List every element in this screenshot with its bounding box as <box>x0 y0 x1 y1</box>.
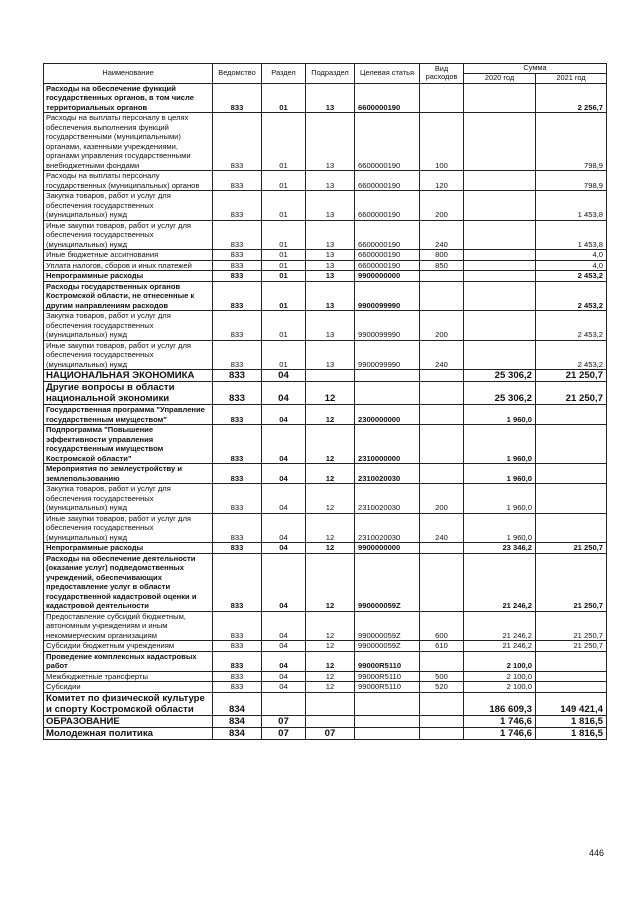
cell-type: 200 <box>420 191 464 221</box>
cell-y2020 <box>464 260 536 271</box>
cell-name: Межбюджетные трансферты <box>44 671 213 682</box>
cell-dept: 833 <box>213 513 262 543</box>
cell-name: Подпрограмма "Повышение эффективности управления государственным имуществом Костромской области" <box>44 425 213 464</box>
cell-section: 01 <box>262 281 306 311</box>
cell-target: 2310020030 <box>355 484 420 514</box>
cell-section: 04 <box>262 425 306 464</box>
cell-target: 990000059Z <box>355 641 420 652</box>
cell-name: Иные бюджетные ассигнования <box>44 250 213 261</box>
table-row <box>44 382 607 405</box>
cell-target: 6600000190 <box>355 171 420 191</box>
page-number: 446 <box>589 848 605 858</box>
cell-section: 04 <box>262 370 306 382</box>
cell-target: 9900099990 <box>355 281 420 311</box>
budget-table-container <box>43 63 606 740</box>
cell-name: Расходы на выплаты персоналу государственных (муниципальных) органов <box>44 171 213 191</box>
cell-name: Иные закупки товаров, работ и услуг для обеспечения государственных (муниципальных) нужд <box>44 220 213 250</box>
cell-section: 01 <box>262 83 306 113</box>
cell-subsection: 12 <box>306 425 355 464</box>
cell-name: Расходы на выплаты персоналу в целях обеспечения выполнения функций государственными (муниципальными) органами, казенными учреждениями, органами управления государственными внебюджетными фондами <box>44 113 213 171</box>
cell-target: 6600000190 <box>355 260 420 271</box>
cell-dept: 833 <box>213 260 262 271</box>
cell-dept: 833 <box>213 553 262 611</box>
cell-subsection: 13 <box>306 260 355 271</box>
cell-section: 01 <box>262 311 306 341</box>
cell-subsection: 12 <box>306 464 355 484</box>
cell-name: Закупка товаров, работ и услуг для обеспечения государственных (муниципальных) нужд <box>44 311 213 341</box>
cell-y2020: 1 960,0 <box>464 484 536 514</box>
cell-dept: 833 <box>213 484 262 514</box>
cell-type <box>420 83 464 113</box>
cell-name: Молодежная политика <box>44 727 213 739</box>
cell-type <box>420 715 464 727</box>
cell-y2020: 1 746,6 <box>464 727 536 739</box>
cell-name: Закупка товаров, работ и услуг для обеспечения государственных (муниципальных) нужд <box>44 191 213 221</box>
cell-section: 04 <box>262 651 306 671</box>
cell-dept: 833 <box>213 671 262 682</box>
cell-dept: 833 <box>213 191 262 221</box>
cell-type: 610 <box>420 641 464 652</box>
table-row <box>44 671 607 682</box>
cell-y2021: 4,0 <box>536 260 607 271</box>
table-row <box>44 715 607 727</box>
cell-y2021: 21 250,7 <box>536 641 607 652</box>
table-row <box>44 250 607 261</box>
cell-y2020: 2 100,0 <box>464 682 536 693</box>
cell-section: 04 <box>262 405 306 425</box>
cell-target <box>355 382 420 405</box>
cell-section: 07 <box>262 715 306 727</box>
cell-subsection: 13 <box>306 281 355 311</box>
cell-type <box>420 464 464 484</box>
cell-name: Расходы на обеспечение функций государственных органов, в том числе территориальных органов <box>44 83 213 113</box>
cell-y2020 <box>464 191 536 221</box>
cell-section: 01 <box>262 171 306 191</box>
cell-y2020 <box>464 220 536 250</box>
cell-y2020: 1 960,0 <box>464 425 536 464</box>
cell-section: 04 <box>262 464 306 484</box>
table-row <box>44 727 607 739</box>
cell-dept: 833 <box>213 171 262 191</box>
cell-name: Предоставление субсидий бюджетным, автономным учреждениям и иным некоммерческим организациям <box>44 611 213 641</box>
header-section: Раздел <box>262 64 306 84</box>
table-row <box>44 543 607 554</box>
cell-target: 6600000190 <box>355 250 420 261</box>
cell-y2020 <box>464 83 536 113</box>
cell-subsection: 12 <box>306 513 355 543</box>
cell-target: 990000059Z <box>355 553 420 611</box>
header-year-2020: 2020 год <box>464 74 536 84</box>
cell-y2020 <box>464 281 536 311</box>
cell-name: Иные закупки товаров, работ и услуг для обеспечения государственных (муниципальных) нужд <box>44 513 213 543</box>
cell-subsection <box>306 692 355 715</box>
cell-type: 240 <box>420 220 464 250</box>
cell-y2020: 2 100,0 <box>464 671 536 682</box>
cell-target: 6600000190 <box>355 220 420 250</box>
cell-y2021 <box>536 651 607 671</box>
cell-y2021: 149 421,4 <box>536 692 607 715</box>
table-row <box>44 340 607 370</box>
cell-target: 2300000000 <box>355 405 420 425</box>
cell-dept: 833 <box>213 83 262 113</box>
cell-name: НАЦИОНАЛЬНАЯ ЭКОНОМИКА <box>44 370 213 382</box>
cell-dept: 833 <box>213 425 262 464</box>
cell-subsection: 13 <box>306 271 355 282</box>
cell-y2020: 25 306,2 <box>464 382 536 405</box>
table-row <box>44 281 607 311</box>
cell-type: 100 <box>420 113 464 171</box>
cell-dept: 833 <box>213 611 262 641</box>
cell-name: ОБРАЗОВАНИЕ <box>44 715 213 727</box>
cell-y2020: 1 960,0 <box>464 513 536 543</box>
table-row <box>44 405 607 425</box>
cell-dept: 833 <box>213 382 262 405</box>
cell-type: 240 <box>420 340 464 370</box>
cell-y2021 <box>536 405 607 425</box>
cell-y2020: 1 960,0 <box>464 405 536 425</box>
cell-subsection: 13 <box>306 83 355 113</box>
cell-target: 2310000000 <box>355 425 420 464</box>
cell-section: 01 <box>262 191 306 221</box>
cell-type <box>420 651 464 671</box>
header-type: Вид расходов <box>420 64 464 84</box>
cell-section: 04 <box>262 553 306 611</box>
cell-subsection <box>306 715 355 727</box>
cell-subsection: 13 <box>306 171 355 191</box>
cell-type <box>420 271 464 282</box>
cell-name: Государственная программа "Управление государственным имуществом" <box>44 405 213 425</box>
cell-name: Иные закупки товаров, работ и услуг для обеспечения государственных (муниципальных) нужд <box>44 340 213 370</box>
table-body <box>44 83 607 739</box>
cell-y2020 <box>464 271 536 282</box>
cell-dept: 833 <box>213 311 262 341</box>
cell-target: 99000R5110 <box>355 682 420 693</box>
cell-target: 9900000000 <box>355 543 420 554</box>
table-row <box>44 641 607 652</box>
header-target: Целевая статья <box>355 64 420 84</box>
cell-target <box>355 727 420 739</box>
cell-y2021 <box>536 425 607 464</box>
cell-name: Другие вопросы в области национальной экономики <box>44 382 213 405</box>
cell-name: Проведение комплексных кадастровых работ <box>44 651 213 671</box>
cell-y2021: 2 453,2 <box>536 311 607 341</box>
cell-subsection: 12 <box>306 611 355 641</box>
cell-target: 6600000190 <box>355 191 420 221</box>
cell-section: 04 <box>262 611 306 641</box>
cell-type: 600 <box>420 611 464 641</box>
cell-dept: 833 <box>213 281 262 311</box>
cell-section: 01 <box>262 340 306 370</box>
cell-section: 01 <box>262 271 306 282</box>
cell-type <box>420 543 464 554</box>
cell-y2021: 1 453,8 <box>536 191 607 221</box>
table-row <box>44 464 607 484</box>
cell-section: 01 <box>262 220 306 250</box>
cell-subsection: 13 <box>306 340 355 370</box>
cell-target: 6600000190 <box>355 113 420 171</box>
cell-dept: 833 <box>213 641 262 652</box>
cell-target: 9900000000 <box>355 271 420 282</box>
cell-y2021: 4,0 <box>536 250 607 261</box>
cell-y2020 <box>464 171 536 191</box>
table-row <box>44 611 607 641</box>
cell-section: 01 <box>262 260 306 271</box>
cell-y2021: 21 250,7 <box>536 553 607 611</box>
cell-y2021: 798,9 <box>536 171 607 191</box>
cell-y2021 <box>536 682 607 693</box>
table-row <box>44 484 607 514</box>
cell-y2020 <box>464 113 536 171</box>
cell-subsection: 12 <box>306 484 355 514</box>
cell-y2020 <box>464 340 536 370</box>
table-row <box>44 682 607 693</box>
cell-y2021: 21 250,7 <box>536 382 607 405</box>
cell-dept: 833 <box>213 651 262 671</box>
table-row <box>44 692 607 715</box>
cell-subsection: 13 <box>306 311 355 341</box>
cell-type <box>420 281 464 311</box>
cell-type: 200 <box>420 311 464 341</box>
cell-y2020 <box>464 311 536 341</box>
table-row <box>44 260 607 271</box>
cell-y2020: 2 100,0 <box>464 651 536 671</box>
cell-target: 990000059Z <box>355 611 420 641</box>
header-name: Наименование <box>44 64 213 84</box>
cell-type: 240 <box>420 513 464 543</box>
cell-subsection: 12 <box>306 671 355 682</box>
cell-name: Мероприятия по землеустройству и землепользованию <box>44 464 213 484</box>
cell-y2021: 798,9 <box>536 113 607 171</box>
table-row <box>44 83 607 113</box>
cell-section: 04 <box>262 513 306 543</box>
cell-subsection: 12 <box>306 405 355 425</box>
cell-y2021: 21 250,7 <box>536 611 607 641</box>
cell-type <box>420 692 464 715</box>
cell-dept: 834 <box>213 727 262 739</box>
cell-subsection: 13 <box>306 220 355 250</box>
cell-dept: 833 <box>213 543 262 554</box>
cell-y2021: 2 453,2 <box>536 281 607 311</box>
cell-type <box>420 425 464 464</box>
cell-target: 9900099990 <box>355 340 420 370</box>
cell-target: 2310020030 <box>355 513 420 543</box>
cell-name: Уплата налогов, сборов и иных платежей <box>44 260 213 271</box>
cell-type: 520 <box>420 682 464 693</box>
table-row <box>44 113 607 171</box>
cell-dept: 833 <box>213 405 262 425</box>
table-row <box>44 425 607 464</box>
cell-y2021 <box>536 671 607 682</box>
cell-dept: 833 <box>213 113 262 171</box>
cell-type <box>420 553 464 611</box>
cell-y2020: 21 246,2 <box>464 641 536 652</box>
cell-target <box>355 692 420 715</box>
budget-table <box>43 63 607 740</box>
cell-type: 500 <box>420 671 464 682</box>
table-row <box>44 311 607 341</box>
table-row <box>44 220 607 250</box>
cell-section: 04 <box>262 641 306 652</box>
cell-y2020: 1 746,6 <box>464 715 536 727</box>
cell-type <box>420 370 464 382</box>
cell-name: Непрограммные расходы <box>44 543 213 554</box>
table-row <box>44 191 607 221</box>
cell-y2021 <box>536 513 607 543</box>
cell-y2021: 1 816,5 <box>536 715 607 727</box>
cell-target: 9900099990 <box>355 311 420 341</box>
table-row <box>44 171 607 191</box>
cell-y2020: 186 609,3 <box>464 692 536 715</box>
cell-section: 01 <box>262 113 306 171</box>
cell-y2021: 2 453,2 <box>536 271 607 282</box>
cell-section: 04 <box>262 543 306 554</box>
cell-type: 800 <box>420 250 464 261</box>
cell-subsection: 12 <box>306 641 355 652</box>
cell-y2021: 2 453,2 <box>536 340 607 370</box>
cell-subsection: 13 <box>306 191 355 221</box>
cell-y2021: 1 816,5 <box>536 727 607 739</box>
cell-target <box>355 715 420 727</box>
cell-section: 04 <box>262 484 306 514</box>
cell-name: Расходы государственных органов Костромской области, не отнесенные к другим направлениям расходов <box>44 281 213 311</box>
cell-subsection: 12 <box>306 651 355 671</box>
cell-name: Комитет по физической культуре и спорту Костромской области <box>44 692 213 715</box>
cell-target: 99000R5110 <box>355 651 420 671</box>
cell-type: 850 <box>420 260 464 271</box>
header-year-2021: 2021 год <box>536 74 607 84</box>
table-row <box>44 370 607 382</box>
cell-name: Непрограммные расходы <box>44 271 213 282</box>
cell-dept: 834 <box>213 692 262 715</box>
cell-subsection: 07 <box>306 727 355 739</box>
cell-y2020 <box>464 250 536 261</box>
header-subsection: Подраздел <box>306 64 355 84</box>
cell-dept: 833 <box>213 464 262 484</box>
cell-section: 01 <box>262 250 306 261</box>
table-row <box>44 651 607 671</box>
cell-section: 04 <box>262 671 306 682</box>
cell-y2020: 25 306,2 <box>464 370 536 382</box>
cell-y2020: 21 246,2 <box>464 553 536 611</box>
cell-y2020: 23 346,2 <box>464 543 536 554</box>
cell-type <box>420 727 464 739</box>
cell-subsection: 13 <box>306 113 355 171</box>
cell-dept: 833 <box>213 220 262 250</box>
cell-y2021: 21 250,7 <box>536 543 607 554</box>
cell-type <box>420 405 464 425</box>
cell-section <box>262 692 306 715</box>
cell-y2020: 1 960,0 <box>464 464 536 484</box>
cell-y2021: 1 453,8 <box>536 220 607 250</box>
cell-type: 120 <box>420 171 464 191</box>
cell-target: 99000R5110 <box>355 671 420 682</box>
cell-dept: 833 <box>213 682 262 693</box>
cell-name: Субсидии бюджетным учреждениям <box>44 641 213 652</box>
cell-y2021 <box>536 484 607 514</box>
cell-dept: 833 <box>213 340 262 370</box>
table-row <box>44 271 607 282</box>
cell-dept: 833 <box>213 370 262 382</box>
cell-subsection: 12 <box>306 553 355 611</box>
table-row <box>44 553 607 611</box>
cell-subsection: 12 <box>306 682 355 693</box>
cell-dept: 834 <box>213 715 262 727</box>
cell-y2021 <box>536 464 607 484</box>
cell-section: 04 <box>262 382 306 405</box>
header-sum: Сумма <box>464 64 607 74</box>
cell-subsection: 13 <box>306 250 355 261</box>
header-dept: Ведомство <box>213 64 262 84</box>
cell-y2020: 21 246,2 <box>464 611 536 641</box>
cell-type <box>420 382 464 405</box>
cell-type: 200 <box>420 484 464 514</box>
cell-section: 04 <box>262 682 306 693</box>
cell-name: Закупка товаров, работ и услуг для обеспечения государственных (муниципальных) нужд <box>44 484 213 514</box>
cell-name: Расходы на обеспечение деятельности (оказание услуг) подведомственных учреждений, обеспечивающих предоставление услуг в области государственной кадастровой оценки и кадастровой деятельности <box>44 553 213 611</box>
cell-name: Субсидии <box>44 682 213 693</box>
cell-dept: 833 <box>213 250 262 261</box>
cell-subsection: 12 <box>306 543 355 554</box>
cell-y2021: 2 256,7 <box>536 83 607 113</box>
cell-y2021: 21 250,7 <box>536 370 607 382</box>
cell-subsection: 12 <box>306 382 355 405</box>
cell-target: 2310020030 <box>355 464 420 484</box>
cell-section: 07 <box>262 727 306 739</box>
cell-subsection <box>306 370 355 382</box>
table-row <box>44 513 607 543</box>
cell-target: 6600000190 <box>355 83 420 113</box>
cell-dept: 833 <box>213 271 262 282</box>
cell-target <box>355 370 420 382</box>
